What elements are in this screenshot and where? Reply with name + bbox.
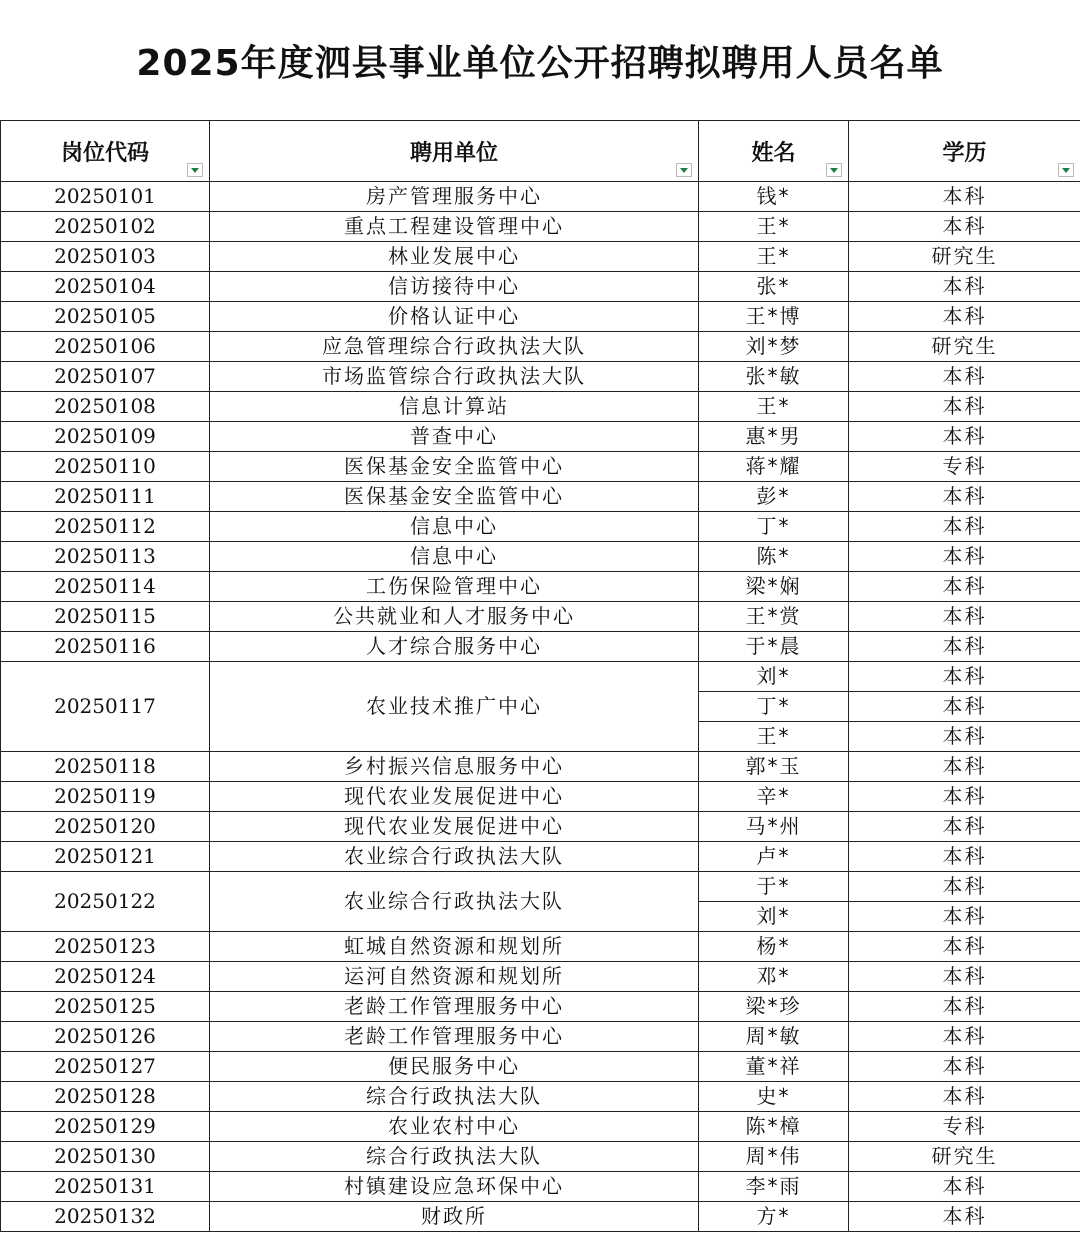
education-cell: 本科 — [849, 1202, 1080, 1232]
education-cell: 本科 — [849, 842, 1080, 872]
table-row — [1, 782, 1080, 812]
position-code-cell: 20250125 — [1, 992, 210, 1022]
education-cell: 本科 — [849, 752, 1080, 782]
education-cell: 研究生 — [849, 1142, 1080, 1172]
position-code-cell: 20250110 — [1, 452, 210, 482]
position-code-cell: 20250123 — [1, 932, 210, 962]
position-code-cell: 20250129 — [1, 1112, 210, 1142]
hiring-unit-cell: 运河自然资源和规划所 — [210, 962, 699, 992]
table-row — [1, 812, 1080, 842]
hiring-unit-cell: 虹城自然资源和规划所 — [210, 932, 699, 962]
table-row — [1, 542, 1080, 572]
name-cell: 丁* — [699, 512, 849, 542]
table-row — [1, 602, 1080, 632]
name-cell: 方* — [699, 1202, 849, 1232]
name-cell: 陈*樟 — [699, 1112, 849, 1142]
name-cell: 郭*玉 — [699, 752, 849, 782]
name-cell: 丁* — [699, 692, 849, 722]
position-code-cell: 20250132 — [1, 1202, 210, 1232]
table-row — [1, 632, 1080, 662]
name-cell: 张*敏 — [699, 362, 849, 392]
table-row — [1, 392, 1080, 422]
education-cell: 本科 — [849, 902, 1080, 932]
education-cell: 本科 — [849, 602, 1080, 632]
position-code-cell: 20250114 — [1, 572, 210, 602]
position-code-cell: 20250109 — [1, 422, 210, 452]
header-label: 聘用单位 — [409, 140, 498, 166]
table-row — [1, 482, 1080, 512]
position-code-cell: 20250108 — [1, 392, 210, 422]
education-cell: 本科 — [849, 212, 1080, 242]
hiring-unit-cell: 医保基金安全监管中心 — [210, 482, 699, 512]
filter-dropdown-icon[interactable] — [826, 163, 842, 177]
education-cell: 本科 — [849, 812, 1080, 842]
name-cell: 钱* — [699, 182, 849, 212]
hiring-unit-cell: 老龄工作管理服务中心 — [210, 992, 699, 1022]
name-cell: 于*晨 — [699, 632, 849, 662]
name-cell: 梁*珍 — [699, 992, 849, 1022]
filter-dropdown-icon[interactable] — [187, 163, 203, 177]
position-code-cell: 20250119 — [1, 782, 210, 812]
hiring-unit-cell: 综合行政执法大队 — [210, 1082, 699, 1112]
table-row — [1, 302, 1080, 332]
name-cell: 辛* — [699, 782, 849, 812]
table-row — [1, 1142, 1080, 1172]
name-cell: 周*伟 — [699, 1142, 849, 1172]
name-cell: 卢* — [699, 842, 849, 872]
hiring-unit-cell: 现代农业发展促进中心 — [210, 812, 699, 842]
education-cell: 本科 — [849, 662, 1080, 692]
education-cell: 本科 — [849, 1082, 1080, 1112]
name-cell: 李*雨 — [699, 1172, 849, 1202]
hiring-unit-cell: 重点工程建设管理中心 — [210, 212, 699, 242]
name-cell: 周*敏 — [699, 1022, 849, 1052]
position-code-cell: 20250112 — [1, 512, 210, 542]
position-code-cell: 20250122 — [1, 872, 210, 932]
filter-dropdown-icon[interactable] — [676, 163, 692, 177]
header-label: 学历 — [942, 140, 987, 166]
name-cell: 邓* — [699, 962, 849, 992]
header-row — [1, 121, 1080, 182]
table-row — [1, 662, 1080, 692]
hiring-unit-cell: 便民服务中心 — [210, 1052, 699, 1082]
table-row — [1, 572, 1080, 602]
position-code-cell: 20250118 — [1, 752, 210, 782]
header-label: 岗位代码 — [60, 140, 149, 166]
position-code-cell: 20250107 — [1, 362, 210, 392]
table-row — [1, 1052, 1080, 1082]
table-row — [1, 842, 1080, 872]
hiring-unit-cell: 村镇建设应急环保中心 — [210, 1172, 699, 1202]
hiring-unit-cell: 农业技术推广中心 — [210, 662, 699, 752]
position-code-cell: 20250115 — [1, 602, 210, 632]
hiring-unit-cell: 市场监管综合行政执法大队 — [210, 362, 699, 392]
position-code-cell: 20250117 — [1, 662, 210, 752]
header-position-code — [1, 121, 210, 182]
hiring-table — [0, 120, 1080, 1232]
table-row — [1, 1112, 1080, 1142]
name-cell: 王* — [699, 722, 849, 752]
education-cell: 本科 — [849, 632, 1080, 662]
hiring-unit-cell: 农业农村中心 — [210, 1112, 699, 1142]
table-row — [1, 182, 1080, 212]
hiring-unit-cell: 医保基金安全监管中心 — [210, 452, 699, 482]
education-cell: 本科 — [849, 572, 1080, 602]
header-label: 姓名 — [751, 140, 796, 166]
position-code-cell: 20250106 — [1, 332, 210, 362]
table-row — [1, 272, 1080, 302]
position-code-cell: 20250102 — [1, 212, 210, 242]
education-cell: 本科 — [849, 1172, 1080, 1202]
education-cell: 本科 — [849, 992, 1080, 1022]
hiring-unit-cell: 信息中心 — [210, 542, 699, 572]
position-code-cell: 20250131 — [1, 1172, 210, 1202]
position-code-cell: 20250113 — [1, 542, 210, 572]
hiring-unit-cell: 综合行政执法大队 — [210, 1142, 699, 1172]
name-cell: 王* — [699, 212, 849, 242]
hiring-unit-cell: 人才综合服务中心 — [210, 632, 699, 662]
name-cell: 刘*梦 — [699, 332, 849, 362]
table-row — [1, 422, 1080, 452]
hiring-unit-cell: 农业综合行政执法大队 — [210, 872, 699, 932]
hiring-unit-cell: 现代农业发展促进中心 — [210, 782, 699, 812]
hiring-unit-cell: 应急管理综合行政执法大队 — [210, 332, 699, 362]
name-cell: 惠*男 — [699, 422, 849, 452]
position-code-cell: 20250105 — [1, 302, 210, 332]
page-title: 2025年度泗县事业单位公开招聘拟聘用人员名单 — [136, 42, 944, 84]
position-code-cell: 20250111 — [1, 482, 210, 512]
position-code-cell: 20250103 — [1, 242, 210, 272]
hiring-unit-cell: 财政所 — [210, 1202, 699, 1232]
education-cell: 本科 — [849, 272, 1080, 302]
education-cell: 本科 — [849, 962, 1080, 992]
name-cell: 杨* — [699, 932, 849, 962]
table-row — [1, 752, 1080, 782]
table-row — [1, 992, 1080, 1022]
position-code-cell: 20250124 — [1, 962, 210, 992]
table-row — [1, 932, 1080, 962]
name-cell: 梁*娴 — [699, 572, 849, 602]
name-cell: 王*博 — [699, 302, 849, 332]
hiring-unit-cell: 工伤保险管理中心 — [210, 572, 699, 602]
education-cell: 本科 — [849, 722, 1080, 752]
position-code-cell: 20250126 — [1, 1022, 210, 1052]
position-code-cell: 20250101 — [1, 182, 210, 212]
education-cell: 本科 — [849, 302, 1080, 332]
education-cell: 研究生 — [849, 242, 1080, 272]
table-row — [1, 242, 1080, 272]
position-code-cell: 20250121 — [1, 842, 210, 872]
header-hiring-unit — [210, 121, 699, 182]
filter-dropdown-icon[interactable] — [1058, 163, 1074, 177]
hiring-unit-cell: 信息计算站 — [210, 392, 699, 422]
table-row — [1, 452, 1080, 482]
education-cell: 本科 — [849, 782, 1080, 812]
name-cell: 刘* — [699, 662, 849, 692]
header-education — [849, 121, 1080, 182]
table-row — [1, 1022, 1080, 1052]
name-cell: 陈* — [699, 542, 849, 572]
table-row — [1, 872, 1080, 902]
education-cell: 本科 — [849, 1052, 1080, 1082]
table-row — [1, 1082, 1080, 1112]
table-row — [1, 1172, 1080, 1202]
education-cell: 本科 — [849, 932, 1080, 962]
hiring-unit-cell: 老龄工作管理服务中心 — [210, 1022, 699, 1052]
position-code-cell: 20250116 — [1, 632, 210, 662]
name-cell: 王* — [699, 392, 849, 422]
table-body — [1, 182, 1080, 1232]
table-row — [1, 962, 1080, 992]
hiring-unit-cell: 价格认证中心 — [210, 302, 699, 332]
education-cell: 本科 — [849, 872, 1080, 902]
education-cell: 本科 — [849, 392, 1080, 422]
name-cell: 张* — [699, 272, 849, 302]
education-cell: 本科 — [849, 1022, 1080, 1052]
name-cell: 蒋*耀 — [699, 452, 849, 482]
education-cell: 本科 — [849, 482, 1080, 512]
education-cell: 研究生 — [849, 332, 1080, 362]
name-cell: 马*州 — [699, 812, 849, 842]
name-cell: 刘* — [699, 902, 849, 932]
hiring-unit-cell: 农业综合行政执法大队 — [210, 842, 699, 872]
hiring-unit-cell: 林业发展中心 — [210, 242, 699, 272]
education-cell: 本科 — [849, 362, 1080, 392]
education-cell: 本科 — [849, 182, 1080, 212]
hiring-unit-cell: 信息中心 — [210, 512, 699, 542]
hiring-unit-cell: 普查中心 — [210, 422, 699, 452]
education-cell: 专科 — [849, 452, 1080, 482]
position-code-cell: 20250130 — [1, 1142, 210, 1172]
table-row — [1, 212, 1080, 242]
position-code-cell: 20250120 — [1, 812, 210, 842]
table-row — [1, 512, 1080, 542]
hiring-unit-cell: 信访接待中心 — [210, 272, 699, 302]
name-cell: 于* — [699, 872, 849, 902]
hiring-unit-cell: 房产管理服务中心 — [210, 182, 699, 212]
name-cell: 王* — [699, 242, 849, 272]
name-cell: 王*赏 — [699, 602, 849, 632]
name-cell: 史* — [699, 1082, 849, 1112]
hiring-unit-cell: 公共就业和人才服务中心 — [210, 602, 699, 632]
education-cell: 本科 — [849, 692, 1080, 722]
education-cell: 本科 — [849, 542, 1080, 572]
position-code-cell: 20250128 — [1, 1082, 210, 1112]
header-name — [699, 121, 849, 182]
name-cell: 董*祥 — [699, 1052, 849, 1082]
table-row — [1, 1202, 1080, 1232]
position-code-cell: 20250104 — [1, 272, 210, 302]
education-cell: 本科 — [849, 512, 1080, 542]
education-cell: 本科 — [849, 422, 1080, 452]
table-row — [1, 362, 1080, 392]
education-cell: 专科 — [849, 1112, 1080, 1142]
name-cell: 彭* — [699, 482, 849, 512]
table-row — [1, 332, 1080, 362]
position-code-cell: 20250127 — [1, 1052, 210, 1082]
hiring-unit-cell: 乡村振兴信息服务中心 — [210, 752, 699, 782]
